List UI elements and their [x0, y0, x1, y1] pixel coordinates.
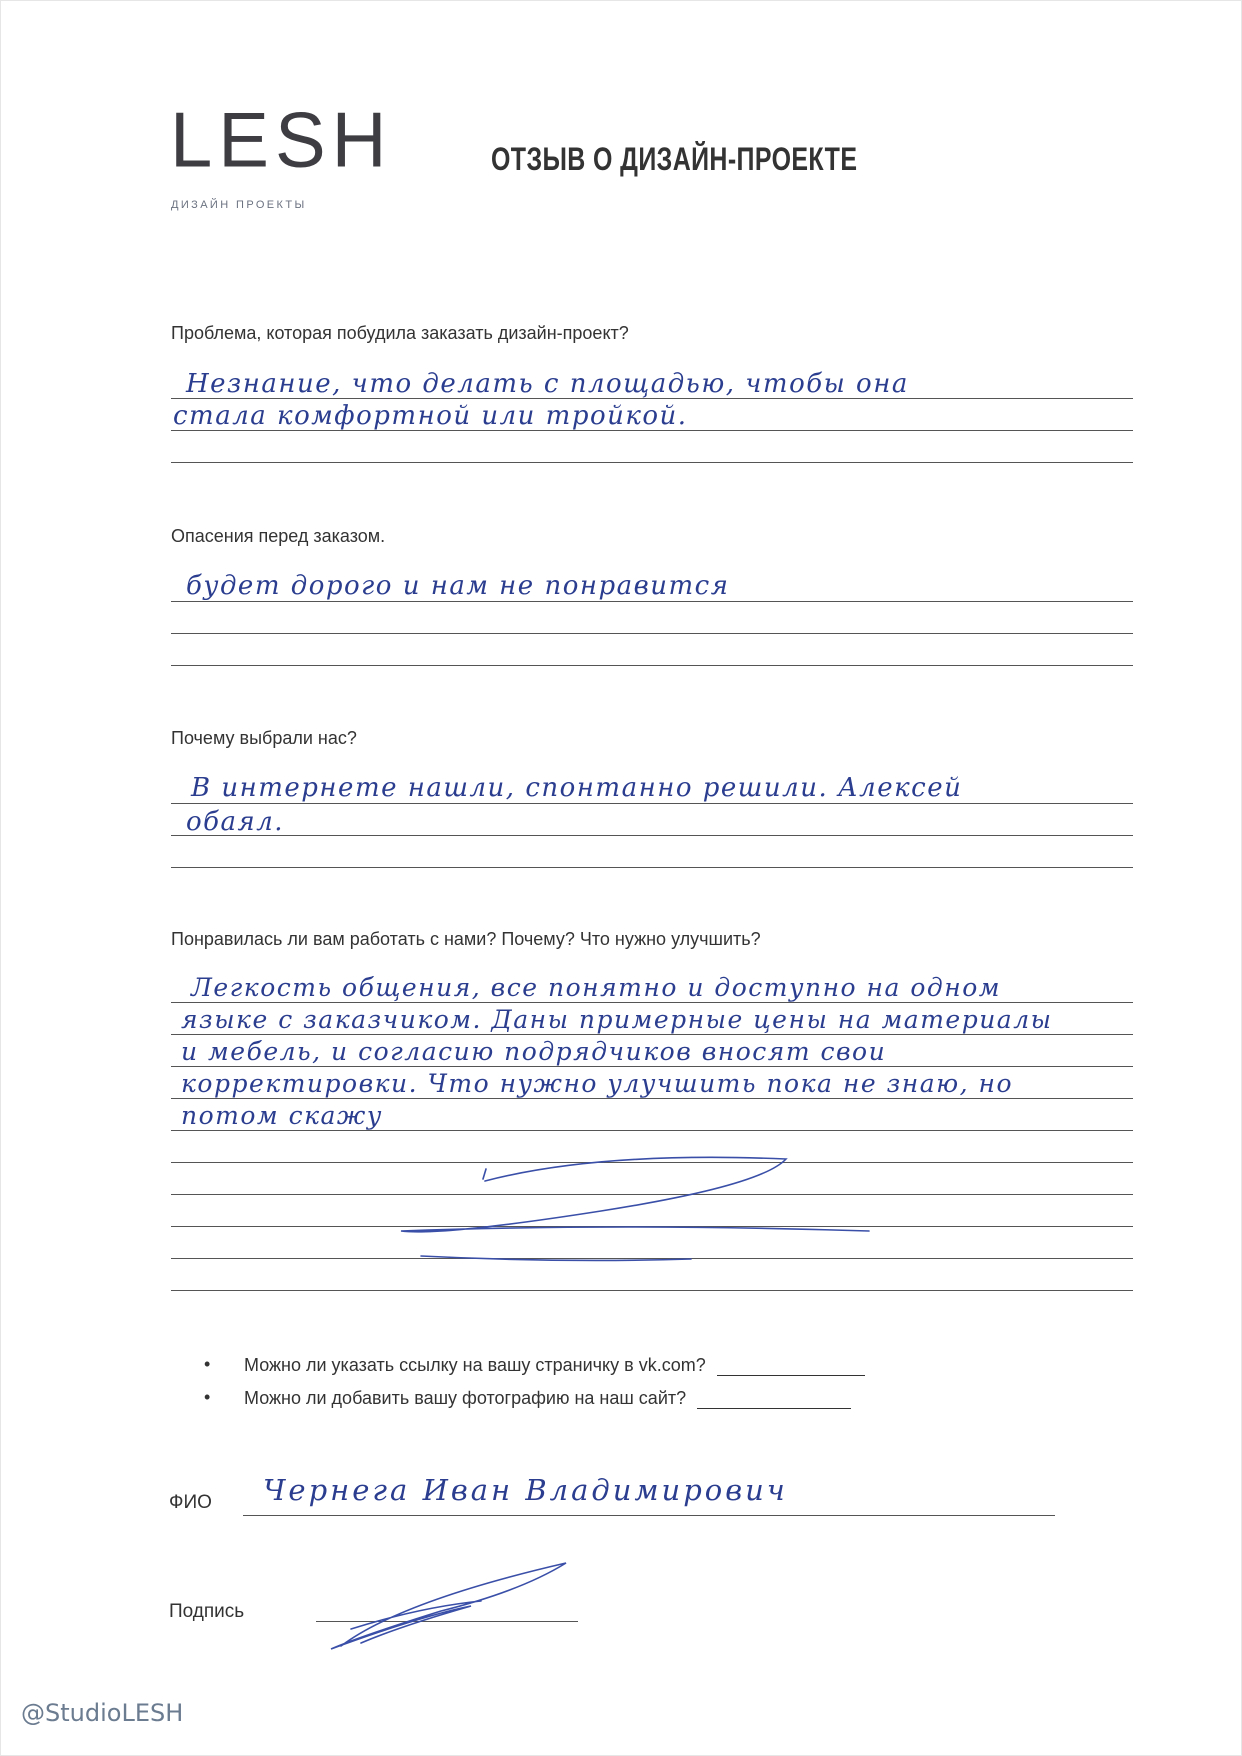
answer-4-line-4: корректировки. Что нужно улучшить пока не знаю, но	[181, 1069, 1014, 1098]
answer-4-line-1: Легкость общения, все понятно и доступно на одном	[191, 973, 1001, 1002]
signature-label: Подпись	[169, 1601, 245, 1622]
question-1-text: Проблема, которая побудила заказать дизайн-проект?	[171, 323, 629, 343]
answer-4-line-5: потом скажу	[181, 1101, 383, 1130]
question-3-text: Почему выбрали нас?	[171, 728, 357, 748]
answer-2-line-1: будет дорого и нам не понравится	[186, 571, 730, 601]
fio-value: Чернега Иван Владимирович	[263, 1473, 788, 1507]
fio-label: ФИО	[169, 1492, 212, 1513]
bullet-vk-text: Можно ли указать ссылку на вашу страничку в vk.com?	[244, 1355, 706, 1375]
scribble-main	[401, 1157, 869, 1260]
answer-4-line-3: и мебель, и согласию подрядчиков вносят свои	[181, 1037, 887, 1066]
scribble-signature	[331, 1563, 566, 1649]
answer-1-line-1: Незнание, что делать с площадью, чтобы она	[186, 369, 909, 399]
watermark: @StudioLESH	[21, 1699, 184, 1727]
answer-3-line-2: обаял.	[186, 807, 285, 837]
question-4-text: Понравилась ли вам работать с нами? Почему? Что нужно улучшить?	[171, 929, 761, 949]
question-2-text: Опасения перед заказом.	[171, 526, 386, 546]
answer-3-line-1: В интернете нашли, спонтанно решили. Алексей	[191, 773, 963, 803]
signature-scribbles	[1, 1, 1242, 1756]
answer-1-line-2: стала комфортной или тройкой.	[173, 401, 688, 431]
page-title: ОТЗЫВ О ДИЗАЙН-ПРОЕКТЕ	[491, 141, 858, 177]
brand-subtitle: ДИЗАЙН ПРОЕКТЫ	[171, 199, 307, 211]
bullet-photo-text: Можно ли добавить вашу фотографию на наш сайт?	[244, 1388, 687, 1408]
answer-4-line-2: языке с заказчиком. Даны примерные цены на материалы	[181, 1005, 1053, 1034]
brand-logo: LESH	[170, 97, 393, 184]
